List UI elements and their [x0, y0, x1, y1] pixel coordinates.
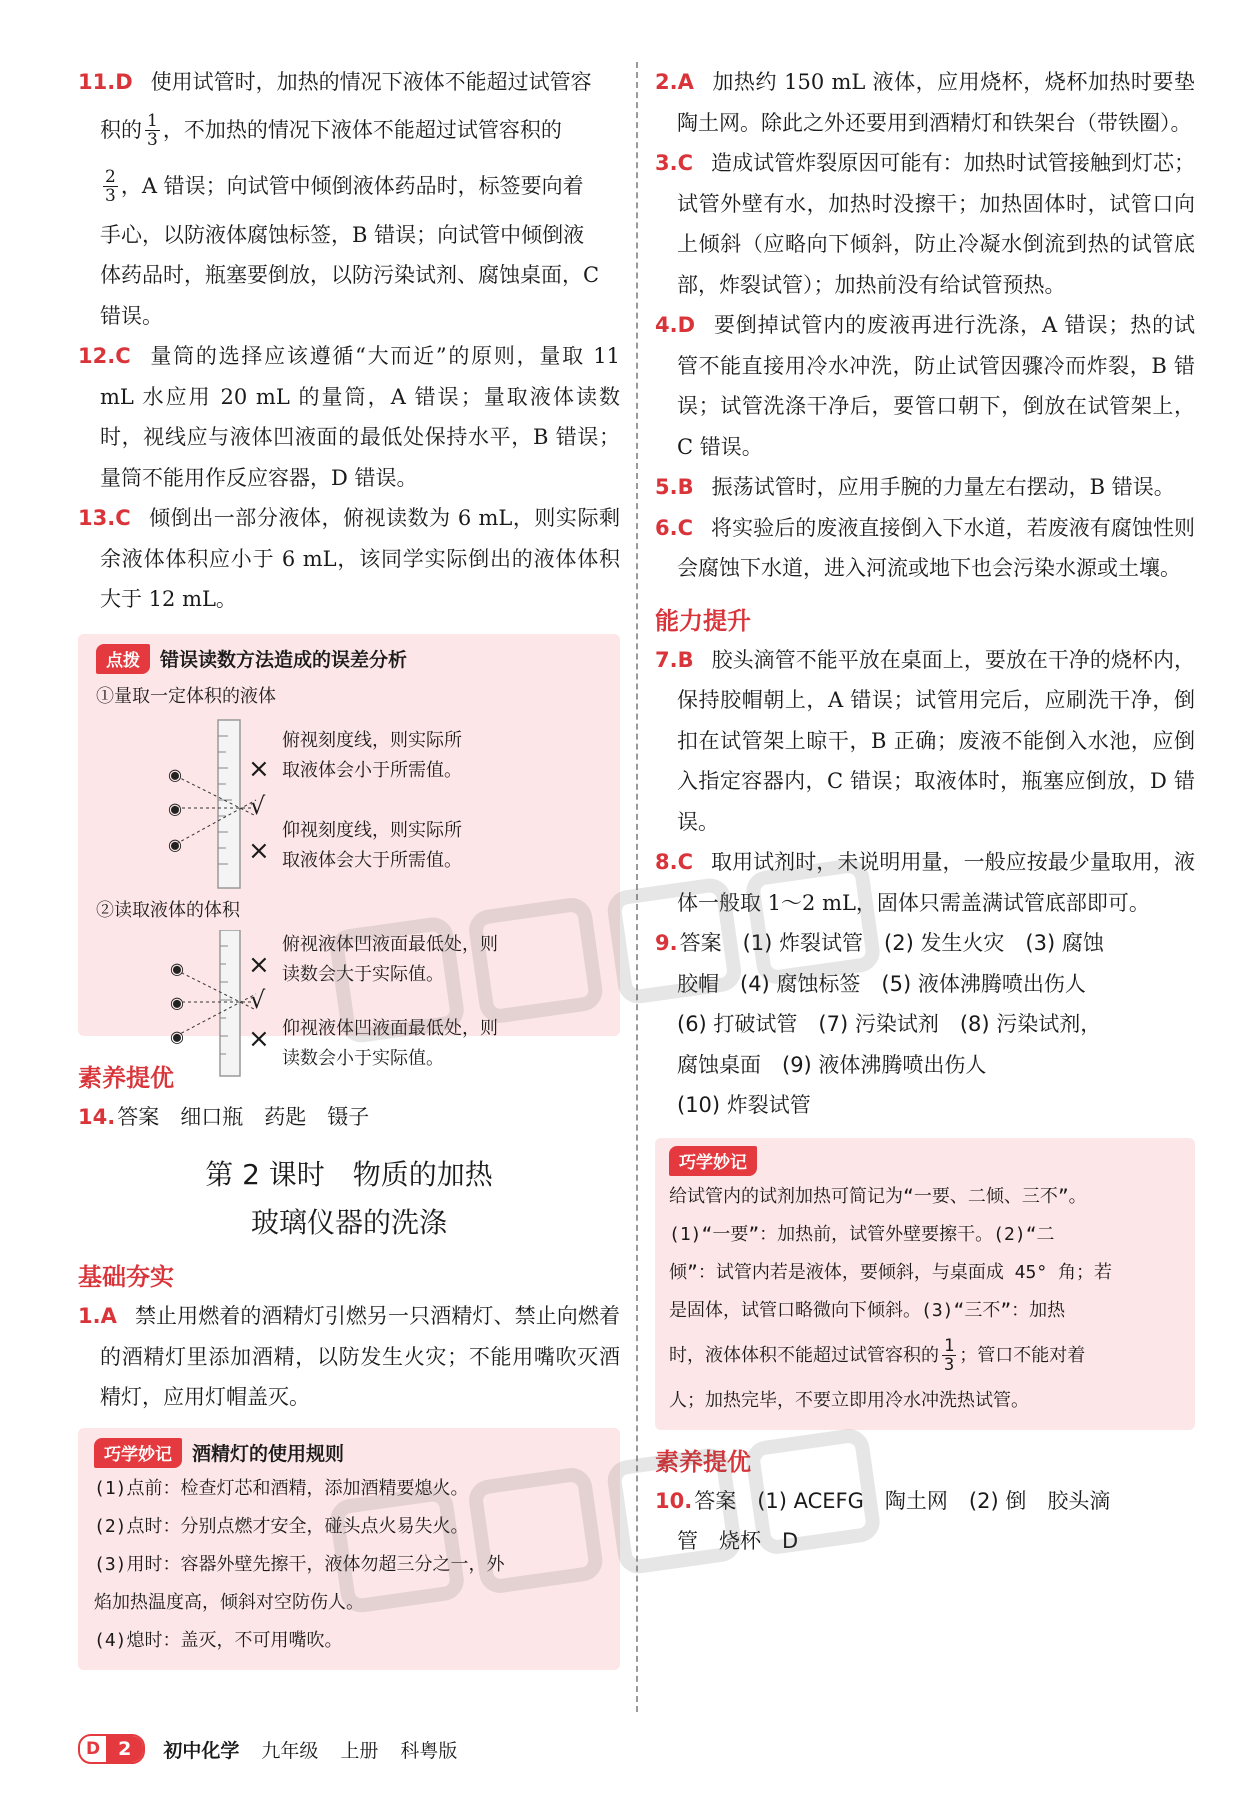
cross-mark: ×	[248, 753, 270, 784]
question-11: 11.D 使用试管时，加热的情况下液体不能超过试管容 积的 $\frac{1}{3}$ ，不加热的情况下液体不能超过试管容积的 $\frac{2}{3}$ ，A 错误；向试管中倾倒液体药品时，标签要向着 手心，以防液体腐蚀标签，B 错误；向试管中倾倒液 体药品时，瓶塞要倒放，以防污染试剂、腐蚀桌面，C 错误。	[78, 70, 600, 328]
cross-mark: ×	[248, 1023, 270, 1054]
question-14: 14.答案 细口瓶 药匙 镊子	[78, 1104, 370, 1129]
svg-text:◉: ◉	[170, 992, 184, 1012]
check-mark: √	[250, 985, 266, 1014]
question-13: 13.C 倾倒出一部分液体，俯视读数为 6 mL，则实际剩余液体体积应小于 6 mL，该同学实际倒出的液体体积大于 12 mL。	[78, 506, 620, 611]
question-7: 7.B 胶头滴管不能平放在桌面上，要放在干净的烧杯内，保持胶帽朝上，A 错误；试管用完后，应刷洗干净，倒扣在试管架上晾干，B 正确；废液不能倒入水池，应倒入指定容器内，C 错误；取液体时，瓶塞应倒放，D 错误。	[655, 647, 1195, 834]
check-mark: √	[250, 791, 266, 820]
question-5: 5.B 振荡试管时，应用手腕的力量左右摆动，B 错误。	[655, 475, 1175, 499]
tip-title: 错误读数方法造成的误差分析	[160, 649, 408, 671]
question-number: 11.D	[78, 70, 133, 94]
footer-volume: 上册	[340, 1739, 379, 1762]
section-heading: 能力提升	[655, 606, 751, 635]
tip-box-heating: 巧学妙记 给试管内的试剂加热可简记为“一要、二倾、三不”。 (1)“一要”：加热前，试管外壁要擦干。(2)“二 倾”：试管内若是液体，要倾斜，与桌面成 45° 角；若 是固体，试管口略微向下倾斜。(3)“三不”：加热 时，液体体积不能超过试管容积的 $\frac{1}{3}$ ；管口不能对着 人；加热完毕，不要立即用冷水冲洗热试管。	[655, 1138, 1195, 1430]
page-number: 2	[106, 1736, 143, 1762]
svg-text:◉: ◉	[168, 834, 182, 854]
svg-text:◉: ◉	[168, 764, 182, 784]
lesson-title: 第 2 课时 物质的加热 玻璃仪器的洗涤	[205, 1158, 493, 1239]
question-1: 1.A 禁止用燃着的酒精灯引燃另一只酒精灯、禁止向燃着的酒精灯里添加酒精，以防发生火灾；不能用嘴吹灭酒精灯，应用灯帽盖灭。	[78, 1304, 620, 1409]
fraction: $\frac{2}{3}$	[105, 167, 116, 206]
tip-tag: 巧学妙记	[669, 1146, 757, 1176]
svg-text:◉: ◉	[168, 798, 182, 818]
question-9: 9.答案 (1) 炸裂试管 (2) 发生火灾 (3) 腐蚀 胶帽 (4) 腐蚀标签 (5) 液体沸腾喷出伤人 (6) 打破试管 (7) 污染试剂 (8) 污染试剂， 腐蚀桌面 (9) 液体沸腾喷出伤人 (10) 炸裂试管	[655, 931, 1104, 1117]
question-2: 2.A 加热约 150 mL 液体，应用烧杯，烧杯加热时要垫陶土网。除此之外还要用到酒精灯和铁架台（带铁圈）。	[655, 70, 1195, 135]
left-column	[78, 62, 620, 1670]
question-8: 8.C 取用试剂时，未说明用量，一般应按最少量取用，液体一般取 1～2 mL，固体只需盖满试管底部即可。	[655, 850, 1195, 915]
fraction: $\frac{1}{3}$	[147, 111, 158, 150]
tip-title: 酒精灯的使用规则	[192, 1443, 345, 1465]
svg-text:◉: ◉	[170, 958, 184, 978]
section-heading: 素养提优	[78, 1063, 174, 1092]
footer-grade: 九年级	[261, 1739, 319, 1762]
tip-box-alcohol-lamp: 巧学妙记 酒精灯的使用规则 (1)点前：检查灯芯和酒精，添加酒精要熄火。 (2)点时：分别点燃才安全，碰头点火易失火。 (3)用时：容器外壁先擦干，液体勿超三分之一，外 焰加热温度高，倾斜对空防伤人。 (4)熄时：盖灭，不可用嘴吹。	[78, 1428, 620, 1670]
page-footer	[78, 1734, 479, 1764]
fraction: $\frac{1}{3}$	[944, 1336, 955, 1375]
section-heading: 基础夯实	[78, 1263, 174, 1291]
question-6: 6.C 将实验后的废液直接倒入下水道，若废液有腐蚀性则会腐蚀下水道，进入河流或地下也会污染水源或土壤。	[655, 515, 1195, 580]
cross-mark: ×	[248, 835, 270, 866]
footer-subject: 初中化学	[163, 1739, 240, 1762]
tip-box-reading-error: 点拨 错误读数方法造成的误差分析 ①量取一定体积的液体 ◉ ◉ ◉ × √ × 俯视刻度线，则实际所 取液体会小于所需值。 仰视刻度线，则实际所 取液体会大于所需值。 ②读取液体的体积 ◉ ◉ ◉ × √ × 俯视液体凹液面最低处，则 读数会大于实际值。 仰视液体凹液面最低处，则 读数会小于实际值。	[78, 634, 620, 1036]
measuring-cylinder-diagram	[156, 716, 296, 892]
section-heading: 素养提优	[655, 1447, 751, 1476]
question-10: 10.答案 (1) ACEFG 陶土网 (2) 倒 胶头滴 管 烧杯 D	[655, 1488, 1111, 1553]
tip-tag: 巧学妙记	[94, 1438, 182, 1468]
question-12: 12.C 量筒的选择应该遵循“大而近”的原则，量取 11 mL 水应用 20 mL 的量筒，A 错误；量取液体读数时，视线应与液体凹液面的最低处保持水平，B 错误；量筒不能用作反应容器，D 错误。	[78, 344, 620, 490]
question-4: 4.D 要倒掉试管内的废液再进行洗涤，A 错误；热的试管不能直接用冷水冲洗，防止试管因骤冷而炸裂，B 错误；试管洗涤干净后，要管口朝下，倒放在试管架上，C 错误。	[655, 313, 1195, 459]
cross-mark: ×	[248, 949, 270, 980]
right-column	[655, 62, 1195, 1562]
liquid-reading-diagram	[156, 930, 296, 1078]
svg-text:◉: ◉	[170, 1026, 184, 1046]
tip-tag: 点拨	[96, 644, 150, 674]
question-3: 3.C 造成试管炸裂原因可能有：加热时试管接触到灯芯；试管外壁有水，加热时没擦干；加热固体时，试管口向上倾斜（应略向下倾斜，防止冷凝水倒流到热的试管底部，炸裂试管）；加热前没有给试管预热。	[655, 151, 1195, 297]
page-badge: D 2	[78, 1734, 145, 1764]
footer-edition: 科粤版	[400, 1739, 458, 1762]
